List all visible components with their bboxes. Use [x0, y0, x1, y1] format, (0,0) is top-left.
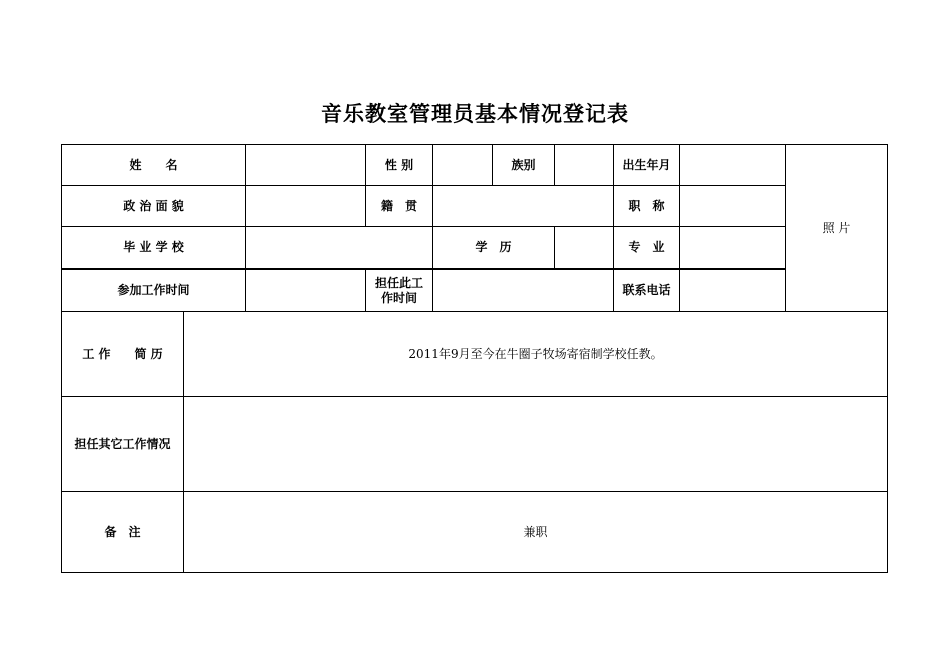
field-major[interactable]	[680, 227, 785, 268]
label-name: 姓 名	[129, 157, 178, 172]
label-major: 专 业	[628, 240, 665, 254]
field-remarks[interactable]: 兼职	[523, 524, 548, 539]
label-remarks: 备 注	[104, 524, 141, 539]
field-resume[interactable]: 2011年9月至今在牛圈子牧场寄宿制学校任教。	[408, 346, 663, 361]
photo-box[interactable]: 照 片	[822, 220, 851, 235]
field-name[interactable]	[246, 145, 365, 185]
field-role-start[interactable]	[433, 270, 613, 311]
field-education[interactable]	[555, 227, 613, 268]
label-work-start: 参加工作时间	[117, 283, 190, 297]
label-title-rank: 职 称	[628, 198, 665, 213]
field-native-place[interactable]	[433, 186, 613, 226]
field-political[interactable]	[246, 186, 365, 226]
field-title-rank[interactable]	[680, 186, 785, 226]
label-resume: 工 作 简 历	[82, 346, 163, 361]
label-ethnicity: 族别	[511, 157, 536, 172]
column-divider	[365, 268, 366, 311]
field-gender[interactable]	[433, 145, 492, 185]
label-role-start: 担任此工作时间	[374, 275, 423, 305]
field-work-start[interactable]	[246, 270, 365, 311]
field-phone[interactable]	[680, 270, 785, 311]
label-native-place: 籍 贯	[380, 198, 417, 213]
field-school[interactable]	[246, 227, 432, 268]
label-birth: 出生年月	[622, 157, 671, 172]
label-gender: 性 别	[384, 157, 414, 172]
label-education: 学 历	[475, 240, 512, 254]
form-border-bottom	[61, 572, 888, 573]
label-other-roles: 担任其它工作情况	[74, 436, 171, 451]
form-border-right	[887, 144, 888, 573]
field-ethnicity[interactable]	[555, 145, 613, 185]
label-political: 政 治 面 貌	[123, 198, 184, 213]
label-school: 毕 业 学 校	[123, 240, 184, 254]
field-other-roles[interactable]	[184, 397, 887, 491]
field-birth[interactable]	[680, 145, 785, 185]
page-title: 音乐教室管理员基本情况登记表	[321, 102, 629, 126]
label-phone: 联系电话	[622, 283, 671, 297]
